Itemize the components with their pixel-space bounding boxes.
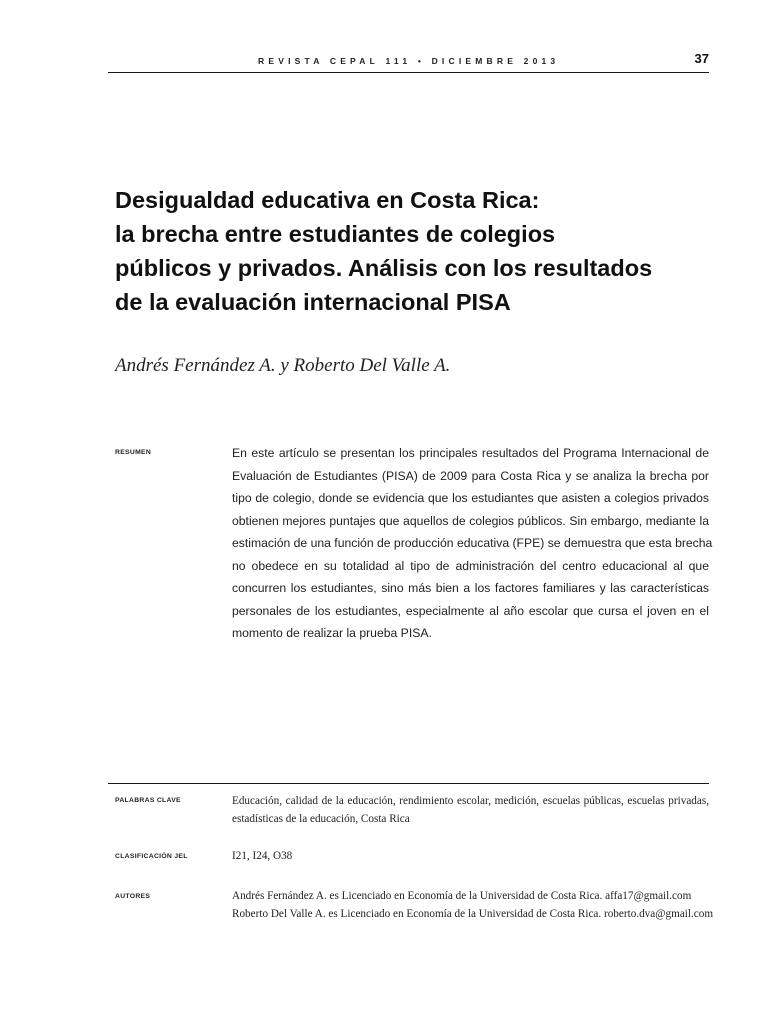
keywords-text: [232, 792, 709, 828]
author-info-line: Roberto Del Valle A. es Licenciado en Economía de la Universidad de Costa Rica. roberto.dva@gmail.com: [232, 908, 714, 920]
journal-name: REVISTA CEPAL 111 • DICIEMBRE 2013: [258, 56, 560, 66]
authors-info-text: [232, 887, 714, 923]
abstract-line: personales de los estudiantes, especialmente al año escolar que cursa el joven en el: [232, 603, 709, 618]
title-line: de la evaluación internacional PISA: [115, 289, 511, 315]
keywords-label: PALABRAS CLAVE: [115, 797, 181, 804]
abstract-line: momento de realizar la prueba PISA.: [232, 626, 432, 640]
keywords-line: estadísticas de la educación, Costa Rica: [232, 813, 410, 825]
abstract-line: Evaluación de Estudiantes (PISA) de 2009 para Costa Rica y se analiza la brecha por: [232, 468, 709, 483]
abstract-text: [232, 442, 713, 645]
article-authors: Andrés Fernández A. y Roberto Del Valle A.: [115, 355, 451, 376]
abstract-line: obtienen mejores puntajes que aquellos de colegios públicos. Sin embargo, mediante la: [232, 513, 709, 528]
abstract-line: En este artículo se presentan los principales resultados del Programa Internacional de: [232, 446, 709, 460]
page-number: 37: [694, 51, 709, 66]
keywords-line: Educación, calidad de la educación, rendimiento escolar, medición, escuelas públicas, escuelas privadas,: [232, 795, 709, 807]
abstract-label: RESUMEN: [115, 449, 152, 456]
jel-label: CLASIFICACIÓN JEL: [115, 853, 188, 860]
authors-info-label: AUTORES: [115, 893, 151, 900]
section-divider: [108, 783, 709, 784]
title-line: la brecha entre estudiantes de colegios: [115, 221, 556, 247]
author-info-line: Andrés Fernández A. es Licenciado en Economía de la Universidad de Costa Rica. affa17@gmail.com: [232, 890, 692, 902]
running-header: [108, 50, 709, 73]
abstract-line: no obedece en su totalidad al tipo de administración del centro educacional al que: [232, 558, 709, 573]
abstract-line: concurren los estudiantes, sino más bien a los factores familiares y las características: [232, 581, 709, 595]
jel-value: I21, I24, O38: [232, 850, 293, 862]
article-title: [115, 183, 715, 319]
title-line: Desigualdad educativa en Costa Rica:: [115, 187, 540, 213]
abstract-line: tipo de colegio, donde se evidencia que los estudiantes que asisten a colegios privados: [232, 491, 709, 505]
title-line: públicos y privados. Análisis con los resultados: [115, 255, 653, 281]
abstract-line: estimación de una función de producción educativa (FPE) se demuestra que esta brecha: [232, 536, 713, 550]
